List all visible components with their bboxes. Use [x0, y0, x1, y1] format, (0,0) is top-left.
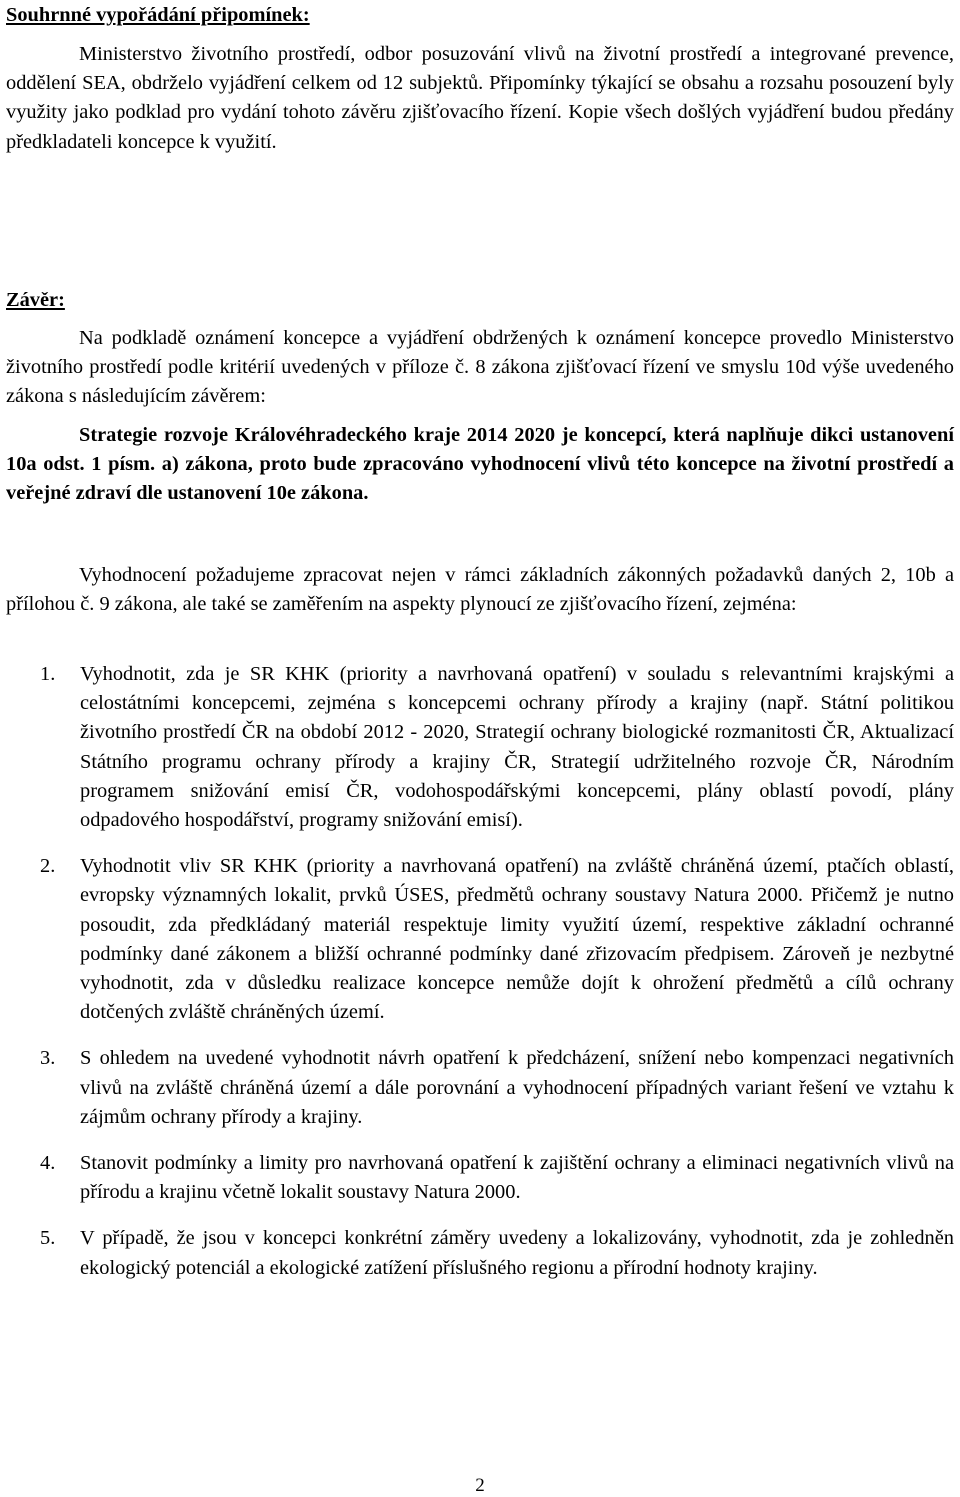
list-item	[6, 1149, 954, 1207]
requirements-list	[6, 660, 954, 1300]
list-item-text: Vyhodnotit vliv SR KHK (priority a navrhovaná opatření) na zvláště chráněná území, ptačích oblastí, evropsky významných lokalit, prvků ÚSES, předmětů ochrany soustavy Natura 2000. Přičemž je nutno posoudit, zda předkládaný materiál respektuje limity využití území, respektive základní ochranné podmínky dané zákonem a bližší ochranné podmínky dané zřizovacím předpisem. Zároveň je nezbytné vyhodnotit, zda v důsledku realizace koncepce nemůže dojít k ohrožení předmětů a cílů ochrany dotčených zvláště chráněných území.	[80, 855, 954, 1024]
list-item-number: 2.	[40, 855, 56, 878]
page-number: 2	[475, 1475, 485, 1496]
summary-heading: Souhrnné vypořádání připomínek:	[6, 4, 310, 26]
list-item	[6, 852, 954, 1027]
list-item	[6, 660, 954, 835]
summary-paragraph: Ministerstvo životního prostředí, odbor posuzování vlivů na životní prostředí a integrované prevence, oddělení SEA, obdrželo vyjádření celkem od 12 subjektů. Připomínky týkající se obsahu a rozsahu posouzení byly využity jako podklad pro vydání tohoto závěru zjišťovacího řízení. Kopie všech došlých vyjádření budou předány předkladateli koncepce k využití.	[6, 43, 954, 153]
list-item-number: 3.	[40, 1047, 56, 1070]
conclusion-heading: Závěr:	[6, 289, 65, 311]
list-item-text: Vyhodnotit, zda je SR KHK (priority a navrhovaná opatření) v souladu s relevantními krajskými a celostátními koncepcemi, zejména s koncepcemi ochrany přírody a krajiny (např. Státní politikou životního prostředí ČR na období 2012 - 2020, Strategií ochrany biologické rozmanitosti ČR, Aktualizací Státního programu ochrany přírody a krajiny ČR, Strategií udržitelného rozvoje ČR, Národním programem snižování emisí ČR, vodohospodářskými koncepcemi, plány oblastí povodí, plány odpadového hospodářství, programy snižování emisí).	[80, 663, 954, 832]
list-item	[6, 1224, 954, 1282]
list-item-number: 1.	[40, 663, 56, 685]
verdict-paragraph: Strategie rozvoje Královéhradeckého kraje 2014 2020 je koncepcí, která naplňuje dikci ustanovení 10a odst. 1 písm. a) zákona, proto bude zpracováno vyhodnocení vlivů této koncepce na životní prostředí a veřejné zdraví dle ustanovení 10e zákona.	[6, 424, 954, 505]
list-item	[6, 1044, 954, 1132]
conclusion-paragraph: Na podkladě oznámení koncepce a vyjádření obdržených k oznámení koncepce provedlo Ministerstvo životního prostředí podle kritérií uvedených v příloze č. 8 zákona zjišťovací řízení ve smyslu 10d výše uvedeného zákona s následujícím závěrem:	[6, 327, 954, 408]
list-item-number: 5.	[40, 1227, 56, 1250]
list-item-text: V případě, že jsou v koncepci konkrétní záměry uvedeny a lokalizovány, vyhodnotit, zda je zohledněn ekologický potenciál a ekologické zatížení příslušného regionu a přírodní hodnoty krajiny.	[80, 1227, 954, 1279]
list-item-text: Stanovit podmínky a limity pro navrhovaná opatření k zajištění ochrany a eliminaci negativních vlivů na přírodu a krajinu včetně lokalit soustavy Natura 2000.	[80, 1152, 954, 1204]
list-item-text: S ohledem na uvedené vyhodnotit návrh opatření k předcházení, snížení nebo kompenzaci negativních vlivů na zvláště chráněná území a dále porovnání a vyhodnocení případných variant řešení ve vztahu k zájmům ochrany přírody a krajiny.	[80, 1047, 954, 1128]
list-item-number: 4.	[40, 1152, 56, 1175]
requirements-intro: Vyhodnocení požadujeme zpracovat nejen v rámci základních zákonných požadavků daných 2, 10b a přílohou č. 9 zákona, ale také se zaměřením na aspekty plynoucí ze zjišťovacího řízení, zejména:	[6, 564, 954, 616]
